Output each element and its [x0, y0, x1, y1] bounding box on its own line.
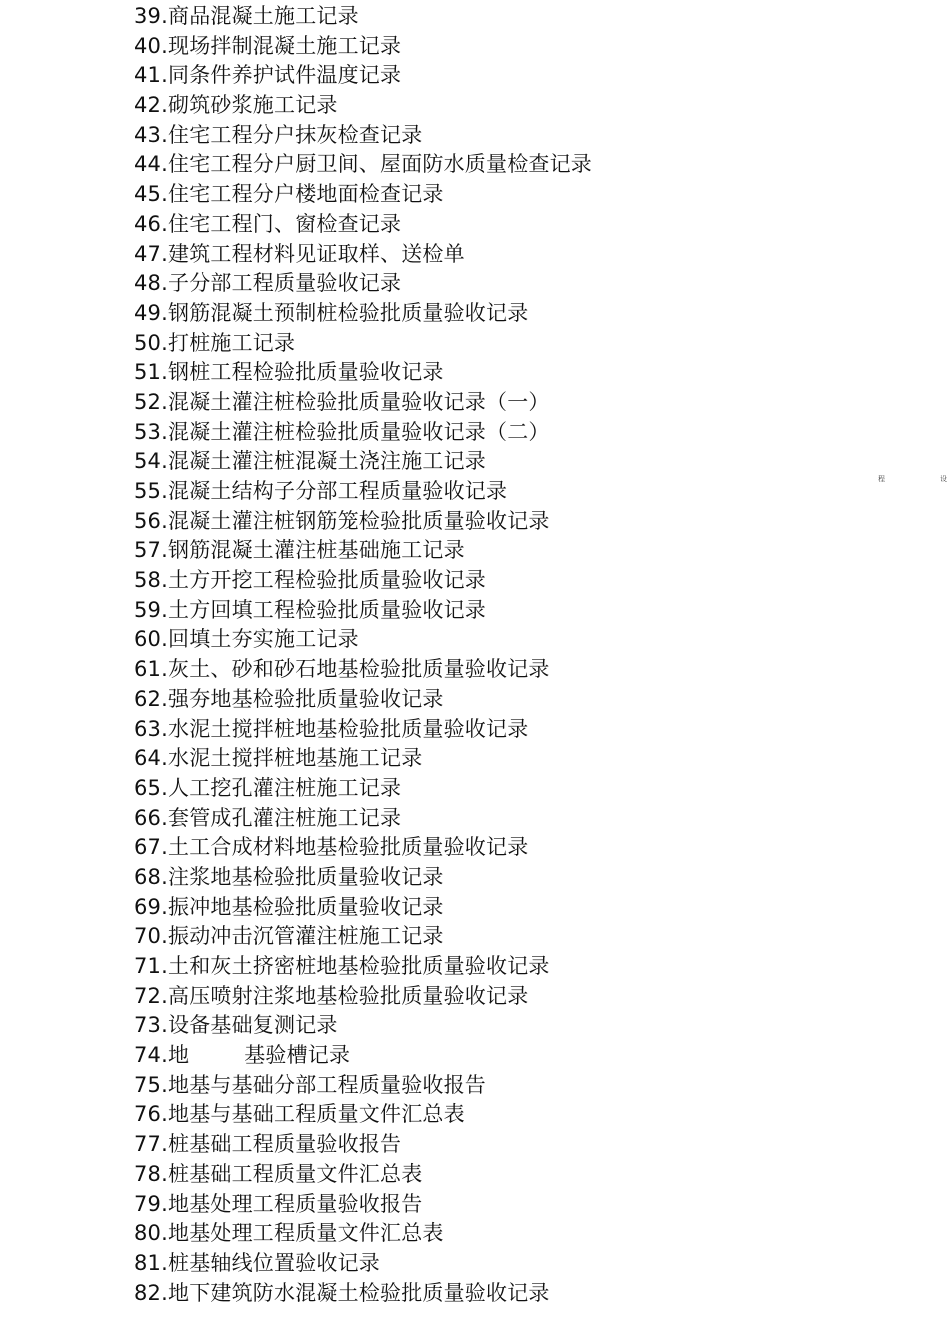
list-item: 67.土工合成材料地基检验批质量验收记录 — [134, 835, 529, 860]
list-item: 80.地基处理工程质量文件汇总表 — [134, 1221, 444, 1246]
list-item: 42.砌筑砂浆施工记录 — [134, 93, 338, 118]
list-item: 68.注浆地基检验批质量验收记录 — [134, 864, 444, 889]
margin-note: 设 — [940, 475, 947, 483]
list-item: 55.混凝土结构子分部工程质量验收记录 — [134, 479, 508, 503]
list-item: 50.打桩施工记录 — [134, 330, 296, 355]
list-item: 63.水泥土搅拌桩地基检验批质量验收记录 — [134, 716, 529, 741]
list-item: 47.建筑工程材料见证取样、送检单 — [134, 241, 465, 266]
list-item: 43.住宅工程分户抹灰检查记录 — [134, 122, 423, 147]
list-item: 72.高压喷射注浆地基检验批质量验收记录 — [134, 983, 529, 1008]
list-item: 66.套管成孔灌注桩施工记录 — [134, 805, 402, 830]
document-item-list — [134, 2, 592, 1308]
list-item: 39.商品混凝土施工记录 — [134, 4, 359, 28]
list-item: 40.现场拌制混凝土施工记录 — [134, 33, 402, 58]
list-item: 49.钢筋混凝土预制桩检验批质量验收记录 — [134, 300, 529, 325]
list-item: 57.钢筋混凝土灌注桩基础施工记录 — [134, 538, 465, 563]
list-item: 53.混凝土灌注桩检验批质量验收记录（二） — [134, 419, 550, 444]
margin-note: 程 — [878, 475, 885, 483]
list-item: 78.桩基础工程质量文件汇总表 — [134, 1161, 423, 1186]
list-item: 77.桩基础工程质量验收报告 — [134, 1132, 402, 1157]
list-item: 65.人工挖孔灌注桩施工记录 — [134, 775, 402, 800]
list-item: 61.灰土、砂和砂石地基检验批质量验收记录 — [134, 657, 550, 682]
list-item: 70.振动冲击沉管灌注桩施工记录 — [134, 924, 444, 949]
list-item: 48.子分部工程质量验收记录 — [134, 271, 402, 296]
list-item: 46.住宅工程门、窗检查记录 — [134, 211, 402, 236]
list-item: 45.住宅工程分户楼地面检查记录 — [134, 182, 444, 207]
list-item: 82.地下建筑防水混凝土检验批质量验收记录 — [134, 1280, 550, 1305]
list-item: 54.混凝土灌注桩混凝土浇注施工记录 — [134, 449, 486, 474]
list-item: 52.混凝土灌注桩检验批质量验收记录（一） — [134, 389, 550, 414]
list-item: 75.地基与基础分部工程质量验收报告 — [134, 1072, 486, 1097]
list-item: 74.地 基验槽记录 — [134, 1043, 351, 1068]
list-item: 60.回填土夯实施工记录 — [134, 627, 359, 652]
list-item: 69.振冲地基检验批质量验收记录 — [134, 894, 444, 919]
list-item: 79.地基处理工程质量验收报告 — [134, 1191, 423, 1216]
list-item: 59.土方回填工程检验批质量验收记录 — [134, 597, 486, 622]
list-item: 41.同条件养护试件温度记录 — [134, 63, 402, 88]
list-item: 76.地基与基础工程质量文件汇总表 — [134, 1102, 465, 1127]
list-item: 81.桩基轴线位置验收记录 — [134, 1250, 380, 1275]
list-item: 58.土方开挖工程检验批质量验收记录 — [134, 568, 486, 593]
list-item: 73.设备基础复测记录 — [134, 1013, 338, 1038]
list-item: 44.住宅工程分户厨卫间、屋面防水质量检查记录 — [134, 152, 592, 177]
list-item: 56.混凝土灌注桩钢筋笼检验批质量验收记录 — [134, 508, 550, 533]
list-item: 51.钢桩工程检验批质量验收记录 — [134, 360, 444, 385]
list-item: 71.土和灰土挤密桩地基检验批质量验收记录 — [134, 954, 550, 978]
list-item: 62.强夯地基检验批质量验收记录 — [134, 686, 444, 711]
list-item: 64.水泥土搅拌桩地基施工记录 — [134, 746, 423, 771]
